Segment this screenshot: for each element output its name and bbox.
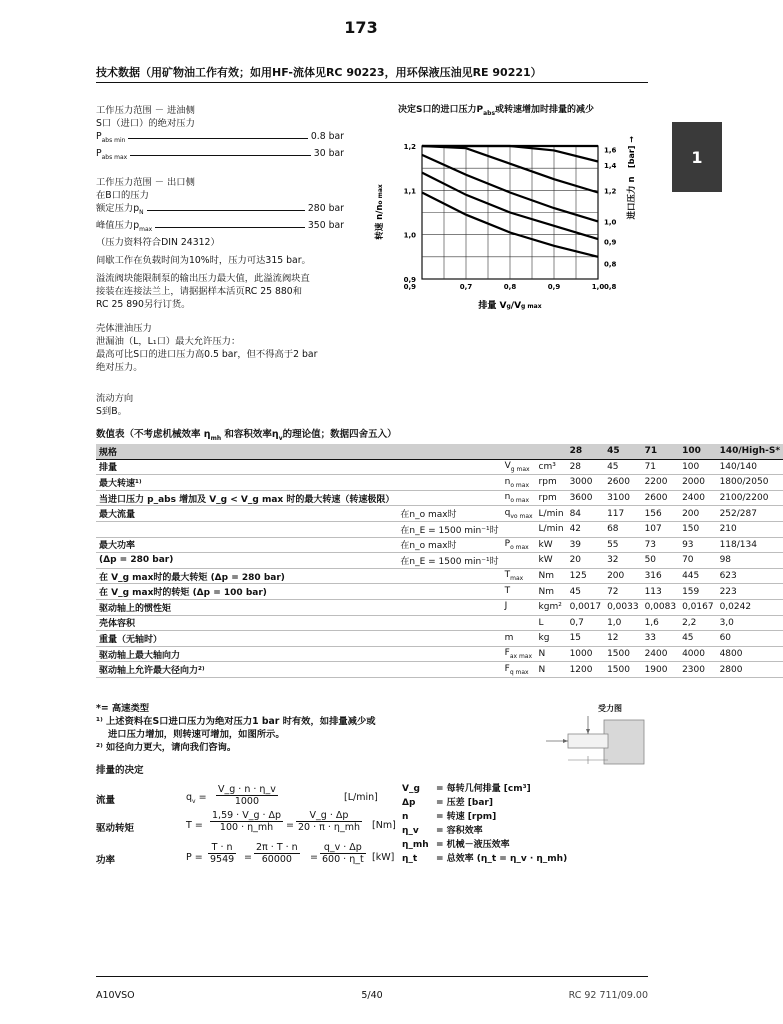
inlet-pmax-label: P bbox=[96, 147, 102, 159]
inlet-subtitle: S口（进口）的绝对压力 bbox=[96, 118, 195, 129]
table-header-cell bbox=[397, 444, 501, 459]
row-unit: rpm bbox=[536, 490, 567, 506]
chart-x-tick-label: 0,8 bbox=[503, 283, 517, 291]
note-2: ²⁾ 如径向力更大，请向我们咨询。 bbox=[96, 742, 237, 753]
row-unit: rpm bbox=[536, 475, 567, 491]
axial-force-arrowhead bbox=[563, 739, 568, 743]
chart-title-text: 决定S口的进口压力P bbox=[398, 105, 484, 115]
table-row bbox=[96, 568, 783, 584]
row-label: 最大流量 bbox=[96, 506, 397, 522]
row-value: 42 bbox=[567, 521, 605, 537]
outlet-intermittent: 间歇工作在负载时间为10%时，压力可达315 bar。 bbox=[96, 254, 311, 266]
row-value: 2800 bbox=[717, 662, 783, 678]
row-condition bbox=[397, 662, 501, 678]
row-value: 223 bbox=[717, 584, 783, 600]
row-value: 1000 bbox=[567, 646, 605, 662]
chart-y-tick-label: 1,1 bbox=[403, 187, 416, 196]
row-value: 4000 bbox=[679, 646, 717, 662]
outlet-subtitle: 在B口的压力 bbox=[96, 190, 149, 201]
row-label: 排量 bbox=[96, 459, 397, 475]
row-value: 107 bbox=[642, 521, 680, 537]
row-label: 驱动轴上最大轴向力 bbox=[96, 646, 397, 662]
row-value: 0,0242 bbox=[717, 599, 783, 615]
row-value: 3600 bbox=[567, 490, 605, 506]
row-value: 0,7 bbox=[567, 615, 605, 631]
outlet-section bbox=[96, 176, 344, 311]
inlet-pmin-value: 0.8 bar bbox=[310, 131, 344, 142]
footer-rule bbox=[96, 976, 648, 977]
row-unit: L/min bbox=[536, 521, 567, 537]
legend-row bbox=[402, 796, 567, 810]
row-value: 2000 bbox=[679, 475, 717, 491]
row-value: 68 bbox=[604, 521, 642, 537]
inlet-section bbox=[96, 104, 344, 164]
row-value: 2200 bbox=[642, 475, 680, 491]
legend-row bbox=[402, 824, 567, 838]
relief-line-1: 溢流阀块能限制泵的输出压力最大值，此溢流阀块直 bbox=[96, 272, 310, 284]
chart-title bbox=[398, 104, 594, 120]
row-value: 3,0 bbox=[717, 615, 783, 631]
table-row bbox=[96, 662, 783, 678]
table-row bbox=[96, 521, 783, 537]
row-symbol bbox=[502, 521, 536, 537]
table-header-cell bbox=[536, 444, 567, 459]
row-value: 33 bbox=[642, 631, 680, 647]
chart-title-sub: abs bbox=[483, 109, 496, 117]
table-row bbox=[96, 584, 783, 600]
row-value: 2400 bbox=[679, 490, 717, 506]
row-value: 0,0167 bbox=[679, 599, 717, 615]
legend-row bbox=[402, 838, 567, 852]
power-denominator-1: 9549 bbox=[210, 854, 235, 865]
chart-y-right-tick-label: 0,8 bbox=[604, 260, 617, 269]
legend-symbol: η_mh bbox=[402, 840, 429, 850]
row-label: (Δp = 280 bar) bbox=[96, 553, 397, 569]
row-condition bbox=[397, 646, 501, 662]
row-symbol bbox=[502, 553, 536, 569]
legend-symbol: V_g bbox=[402, 784, 420, 794]
symbol-legend bbox=[402, 782, 567, 866]
row-value: 60 bbox=[717, 631, 783, 647]
row-label: 最大转速¹⁾ bbox=[96, 475, 397, 491]
inlet-pmax-row bbox=[96, 147, 344, 164]
inlet-pmin-label: P bbox=[96, 131, 102, 142]
row-value: 39 bbox=[567, 537, 605, 553]
table-row bbox=[96, 537, 783, 553]
table-row bbox=[96, 646, 783, 662]
table-row bbox=[96, 490, 783, 506]
chart-corner-right-label: 0,8 bbox=[604, 283, 617, 291]
legend-row bbox=[402, 782, 567, 796]
chart-y-right-label: 进口压力 n bbox=[627, 176, 637, 220]
case-drain-line-1: 泄漏油（L，L₁口）最大允许压力： bbox=[96, 336, 241, 347]
row-value: 316 bbox=[642, 568, 680, 584]
radial-force-arrowhead bbox=[586, 729, 590, 734]
row-unit: L bbox=[536, 615, 567, 631]
row-label: 最大功率 bbox=[96, 537, 397, 553]
row-value: 1200 bbox=[567, 662, 605, 678]
row-value: 2,2 bbox=[679, 615, 717, 631]
row-condition bbox=[397, 490, 501, 506]
row-value: 32 bbox=[604, 553, 642, 569]
legend-symbol: n bbox=[402, 812, 409, 822]
chart-y-right-unit: [bar] → bbox=[627, 136, 636, 168]
row-value: 2600 bbox=[604, 475, 642, 491]
outlet-pmax-label: 峰值压力p bbox=[96, 219, 140, 231]
row-value: 156 bbox=[642, 506, 680, 522]
row-value: 200 bbox=[604, 568, 642, 584]
chart-x-tick-label: 1,0 bbox=[591, 283, 605, 291]
row-symbol: $F_{q max}$ bbox=[502, 662, 536, 678]
row-symbol: T bbox=[502, 584, 536, 600]
power-denominator-3: 600 · η_t bbox=[322, 854, 364, 865]
outlet-pn-label: 额定压力p bbox=[96, 203, 140, 214]
table-row bbox=[96, 475, 783, 491]
legend-symbol: Δp bbox=[402, 798, 416, 808]
force-diagram bbox=[540, 712, 648, 778]
flow-direction-value: S到B。 bbox=[96, 406, 127, 417]
row-value: 3100 bbox=[604, 490, 642, 506]
row-value: 1,0 bbox=[604, 615, 642, 631]
inlet-pmax-sub: abs max bbox=[101, 153, 128, 161]
row-unit: kgm² bbox=[536, 599, 567, 615]
row-value: 0,0017 bbox=[567, 599, 605, 615]
flow-numerator: V_g · n · η_v bbox=[218, 784, 276, 795]
row-value: 72 bbox=[604, 584, 642, 600]
row-label: 在 V_g max时的转矩 (Δp = 100 bar) bbox=[96, 584, 397, 600]
table-caption bbox=[96, 428, 397, 445]
row-value: 200 bbox=[679, 506, 717, 522]
row-symbol: $F_{ax max}$ bbox=[502, 646, 536, 662]
row-label: 在 V_g max时的最大转矩 (Δp = 280 bar) bbox=[96, 568, 397, 584]
torque-denominator-1: 100 · η_mh bbox=[219, 822, 274, 833]
table-row bbox=[96, 599, 783, 615]
chart-y-tick-label: 1,2 bbox=[403, 143, 416, 151]
table-row bbox=[96, 553, 783, 569]
row-condition: 在n_E = 1500 min⁻¹时 bbox=[397, 553, 501, 569]
power-lhs: P = bbox=[186, 852, 203, 863]
row-value: 100 bbox=[679, 459, 717, 475]
row-value: 2100/2200 bbox=[717, 490, 783, 506]
flow-direction-section bbox=[96, 392, 133, 418]
power-label: 功率 bbox=[96, 855, 116, 866]
power-fraction-3 bbox=[320, 842, 366, 865]
row-unit: Nm bbox=[536, 584, 567, 600]
torque-fraction-2 bbox=[296, 810, 362, 833]
chart-y-right-tick-label: 0,9 bbox=[604, 238, 617, 247]
row-value: 118/134 bbox=[717, 537, 783, 553]
row-value: 84 bbox=[567, 506, 605, 522]
power-denominator-2: 60000 bbox=[261, 854, 292, 865]
table-caption-part-2: 和容积效率η bbox=[221, 429, 279, 440]
table-row bbox=[96, 506, 783, 522]
power-numerator-3: q_v · Δp bbox=[320, 842, 366, 854]
table-header-cell: 规格 bbox=[96, 444, 397, 459]
flow-fraction bbox=[216, 784, 278, 807]
row-value: 3000 bbox=[567, 475, 605, 491]
chart-corner-left-label: 0,9 bbox=[403, 283, 416, 291]
force-diagram-title: 受力图 bbox=[598, 704, 622, 713]
chapter-tab-label: 1 bbox=[691, 147, 703, 167]
row-value: 2600 bbox=[642, 490, 680, 506]
legend-description: = 机械－液压效率 bbox=[436, 840, 510, 850]
row-condition: 在n_o max时 bbox=[397, 506, 501, 522]
row-value: 45 bbox=[567, 584, 605, 600]
outlet-pn-row bbox=[96, 202, 344, 219]
inlet-title: 工作压力范围 － 进油侧 bbox=[96, 105, 195, 116]
case-drain-section bbox=[96, 322, 317, 374]
displacement-chart bbox=[368, 126, 668, 322]
row-value: 1,6 bbox=[642, 615, 680, 631]
row-label: 重量（无轴时） bbox=[96, 631, 397, 647]
power-numerator-2: 2π · T · n bbox=[256, 842, 298, 853]
legend-description: = 容积效率 bbox=[436, 826, 483, 836]
flow-direction-title: 流动方向 bbox=[96, 393, 134, 404]
outlet-pn-sub: N bbox=[139, 208, 144, 216]
inlet-pmin-sub: abs min bbox=[101, 136, 126, 144]
footer-left: A10VSO bbox=[96, 990, 135, 1001]
table-caption-part-3: 的理论值；数据四舍五入） bbox=[282, 429, 397, 440]
row-value: 12 bbox=[604, 631, 642, 647]
heading-rule bbox=[96, 82, 648, 83]
legend-description: = 压差 [bar] bbox=[436, 798, 493, 808]
row-unit: L/min bbox=[536, 506, 567, 522]
case-drain-line-2: 最高可比S口的进口压力高0.5 bar，但不得高于2 bar bbox=[96, 349, 318, 360]
table-header-row bbox=[96, 444, 783, 459]
outlet-pn-value: 280 bar bbox=[307, 203, 344, 214]
flow-denominator: 1000 bbox=[234, 796, 259, 807]
row-label: 当进口压力 p_abs 增加及 V_g < V_g max 时的最大转速（转速极限） bbox=[96, 490, 397, 506]
chart-y-right-tick-label: 1,4 bbox=[604, 161, 617, 170]
torque-numerator-1: 1,59 · V_g · Δp bbox=[212, 810, 282, 821]
inlet-pmin-row bbox=[96, 130, 344, 147]
row-value: 71 bbox=[642, 459, 680, 475]
chart-y-right-tick-label: 1,0 bbox=[604, 218, 617, 227]
row-value: 70 bbox=[679, 553, 717, 569]
row-condition bbox=[397, 599, 501, 615]
row-condition bbox=[397, 631, 501, 647]
outlet-pmax-sub: max bbox=[139, 225, 153, 233]
row-value: 98 bbox=[717, 553, 783, 569]
legend-description: = 转速 [rpm] bbox=[436, 812, 497, 822]
row-value: 2400 bbox=[642, 646, 680, 662]
legend-symbol: η_v bbox=[402, 826, 419, 836]
pump-flange-shape bbox=[604, 720, 644, 764]
legend-symbol: η_t bbox=[402, 854, 418, 864]
inlet-pmax-value: 30 bar bbox=[313, 147, 344, 159]
row-symbol: J bbox=[502, 599, 536, 615]
legend-row bbox=[402, 852, 567, 866]
chart-x-label: 排量 Vg/Vg max bbox=[478, 301, 542, 311]
chart-y-left-label: 转速 n/no max bbox=[375, 184, 385, 240]
case-drain-title: 壳体泄油压力 bbox=[96, 323, 152, 334]
section-heading: 技术数据（用矿物油工作有效；如用HF-流体见RC 90223，用环保液压油见RE 90221） bbox=[96, 66, 542, 79]
chart-title-rest: 或转速增加时排量的减少 bbox=[495, 105, 595, 115]
row-unit: N bbox=[536, 646, 567, 662]
row-condition bbox=[397, 615, 501, 631]
row-symbol: $n_{o max}$ bbox=[502, 490, 536, 506]
row-value: 623 bbox=[717, 568, 783, 584]
table-header-cell: 100 bbox=[679, 444, 717, 459]
power-fraction-2 bbox=[254, 842, 300, 865]
outlet-pmax-value: 350 bar bbox=[307, 219, 344, 231]
row-value: 45 bbox=[679, 631, 717, 647]
outlet-title: 工作压力范围 － 出口侧 bbox=[96, 177, 195, 188]
chapter-tab bbox=[672, 122, 722, 192]
page-number: 173 bbox=[344, 18, 378, 37]
flow-label: 流量 bbox=[96, 795, 116, 806]
chart-y-tick-label: 0,9 bbox=[403, 276, 416, 284]
row-condition: 在n_o max时 bbox=[397, 537, 501, 553]
row-label: 驱动轴上允许最大径向力²⁾ bbox=[96, 662, 397, 678]
row-value: 140/140 bbox=[717, 459, 783, 475]
footer-doc-ref: RC 92 711/09.00 bbox=[568, 990, 648, 1001]
row-value: 55 bbox=[604, 537, 642, 553]
note-1-line-a: ¹⁾ 上述资料在S口进口压力为绝对压力1 bar 时有效，如排量减少或 bbox=[96, 716, 376, 727]
torque-unit: [Nm] bbox=[372, 820, 396, 831]
table-header-cell: 45 bbox=[604, 444, 642, 459]
row-condition bbox=[397, 584, 501, 600]
row-symbol: m bbox=[502, 631, 536, 647]
row-value: 113 bbox=[642, 584, 680, 600]
row-unit: kW bbox=[536, 553, 567, 569]
torque-denominator-2: 20 · π · η_mh bbox=[298, 822, 360, 833]
table-row bbox=[96, 631, 783, 647]
row-value: 15 bbox=[567, 631, 605, 647]
row-condition: 在n_E = 1500 min⁻¹时 bbox=[397, 521, 501, 537]
table-header-cell: 140/High-S* bbox=[717, 444, 783, 459]
row-label: 驱动轴上的惯性矩 bbox=[96, 599, 397, 615]
torque-fraction-1 bbox=[210, 810, 283, 833]
row-symbol: $T_{max}$ bbox=[502, 568, 536, 584]
row-unit: kW bbox=[536, 537, 567, 553]
torque-label: 驱动转矩 bbox=[96, 823, 135, 834]
outlet-pmax-row bbox=[96, 219, 344, 236]
row-unit: Nm bbox=[536, 568, 567, 584]
row-symbol: $q_{vo max}$ bbox=[502, 506, 536, 522]
chart-y-right-tick-label: 1,2 bbox=[604, 187, 617, 196]
torque-lhs: T = bbox=[186, 820, 203, 831]
table-row bbox=[96, 459, 783, 475]
power-fraction-1 bbox=[208, 842, 236, 865]
row-value: 28 bbox=[567, 459, 605, 475]
row-value: 210 bbox=[717, 521, 783, 537]
table-header-cell bbox=[502, 444, 536, 459]
table-header-cell: 28 bbox=[567, 444, 605, 459]
row-value: 1800/2050 bbox=[717, 475, 783, 491]
row-label: 壳体容积 bbox=[96, 615, 397, 631]
row-value: 445 bbox=[679, 568, 717, 584]
power-numerator-1: T · n bbox=[208, 842, 236, 854]
row-value: 0,0033 bbox=[604, 599, 642, 615]
row-condition bbox=[397, 475, 501, 491]
note-star: *= 高速类型 bbox=[96, 703, 150, 714]
relief-line-2: 接装在连接法兰上，请据据样本活页RC 25 880和 bbox=[96, 285, 303, 297]
row-value: 73 bbox=[642, 537, 680, 553]
row-value: 125 bbox=[567, 568, 605, 584]
table-caption-part-1: 数值表（不考虑机械效率 η bbox=[96, 429, 211, 440]
row-value: 2300 bbox=[679, 662, 717, 678]
chart-x-tick-label: 0,7 bbox=[459, 283, 473, 291]
row-value: 150 bbox=[679, 521, 717, 537]
relief-line-3: RC 25 890另行订货。 bbox=[96, 298, 191, 310]
row-unit: kg bbox=[536, 631, 567, 647]
row-value: 1900 bbox=[642, 662, 680, 678]
legend-description: = 每转几何排量 [cm³] bbox=[436, 784, 531, 794]
row-symbol: $P_{o max}$ bbox=[502, 537, 536, 553]
row-value: 159 bbox=[679, 584, 717, 600]
spec-table bbox=[96, 444, 783, 678]
row-value: 45 bbox=[604, 459, 642, 475]
row-unit: N bbox=[536, 662, 567, 678]
row-value: 20 bbox=[567, 553, 605, 569]
row-value: 93 bbox=[679, 537, 717, 553]
outlet-din-note: （压力资料符合DIN 24312） bbox=[96, 236, 220, 248]
table-caption-sub-2: v bbox=[278, 434, 283, 442]
row-symbol: $V_{g max}$ bbox=[502, 459, 536, 475]
row-value: 252/287 bbox=[717, 506, 783, 522]
row-value: 1500 bbox=[604, 662, 642, 678]
table-row bbox=[96, 615, 783, 631]
row-label bbox=[96, 521, 397, 537]
flow-unit: [L/min] bbox=[344, 792, 378, 803]
row-value: 0,0083 bbox=[642, 599, 680, 615]
legend-row bbox=[402, 810, 567, 824]
row-unit: cm³ bbox=[536, 459, 567, 475]
table-header-cell: 71 bbox=[642, 444, 680, 459]
formula-title: 排量的决定 bbox=[96, 765, 144, 776]
table-caption-sub-1: mh bbox=[210, 434, 222, 442]
row-condition bbox=[397, 568, 501, 584]
row-value: 117 bbox=[604, 506, 642, 522]
power-unit: [kW] bbox=[372, 852, 395, 863]
notes-section bbox=[96, 702, 376, 754]
chart-x-tick-label: 0,9 bbox=[547, 283, 561, 291]
chart-y-right-tick-label: 1,6 bbox=[604, 146, 617, 155]
footer-page: 5/40 bbox=[361, 990, 383, 1001]
row-symbol: $n_{o max}$ bbox=[502, 475, 536, 491]
row-condition bbox=[397, 459, 501, 475]
case-drain-line-3: 绝对压力。 bbox=[96, 362, 143, 373]
chart-y-tick-label: 1,0 bbox=[403, 231, 416, 240]
row-value: 1500 bbox=[604, 646, 642, 662]
flow-lhs: $q_v$ = bbox=[186, 792, 207, 805]
row-value: 4800 bbox=[717, 646, 783, 662]
row-value: 50 bbox=[642, 553, 680, 569]
torque-numerator-2: V_g · Δp bbox=[296, 810, 362, 822]
legend-description: = 总效率 (η_t = η_v · η_mh) bbox=[436, 854, 568, 864]
shaft-shape bbox=[568, 734, 608, 748]
row-symbol bbox=[502, 615, 536, 631]
note-1-line-b: 进口压力增加，则转速可增加，如图所示。 bbox=[108, 729, 285, 740]
